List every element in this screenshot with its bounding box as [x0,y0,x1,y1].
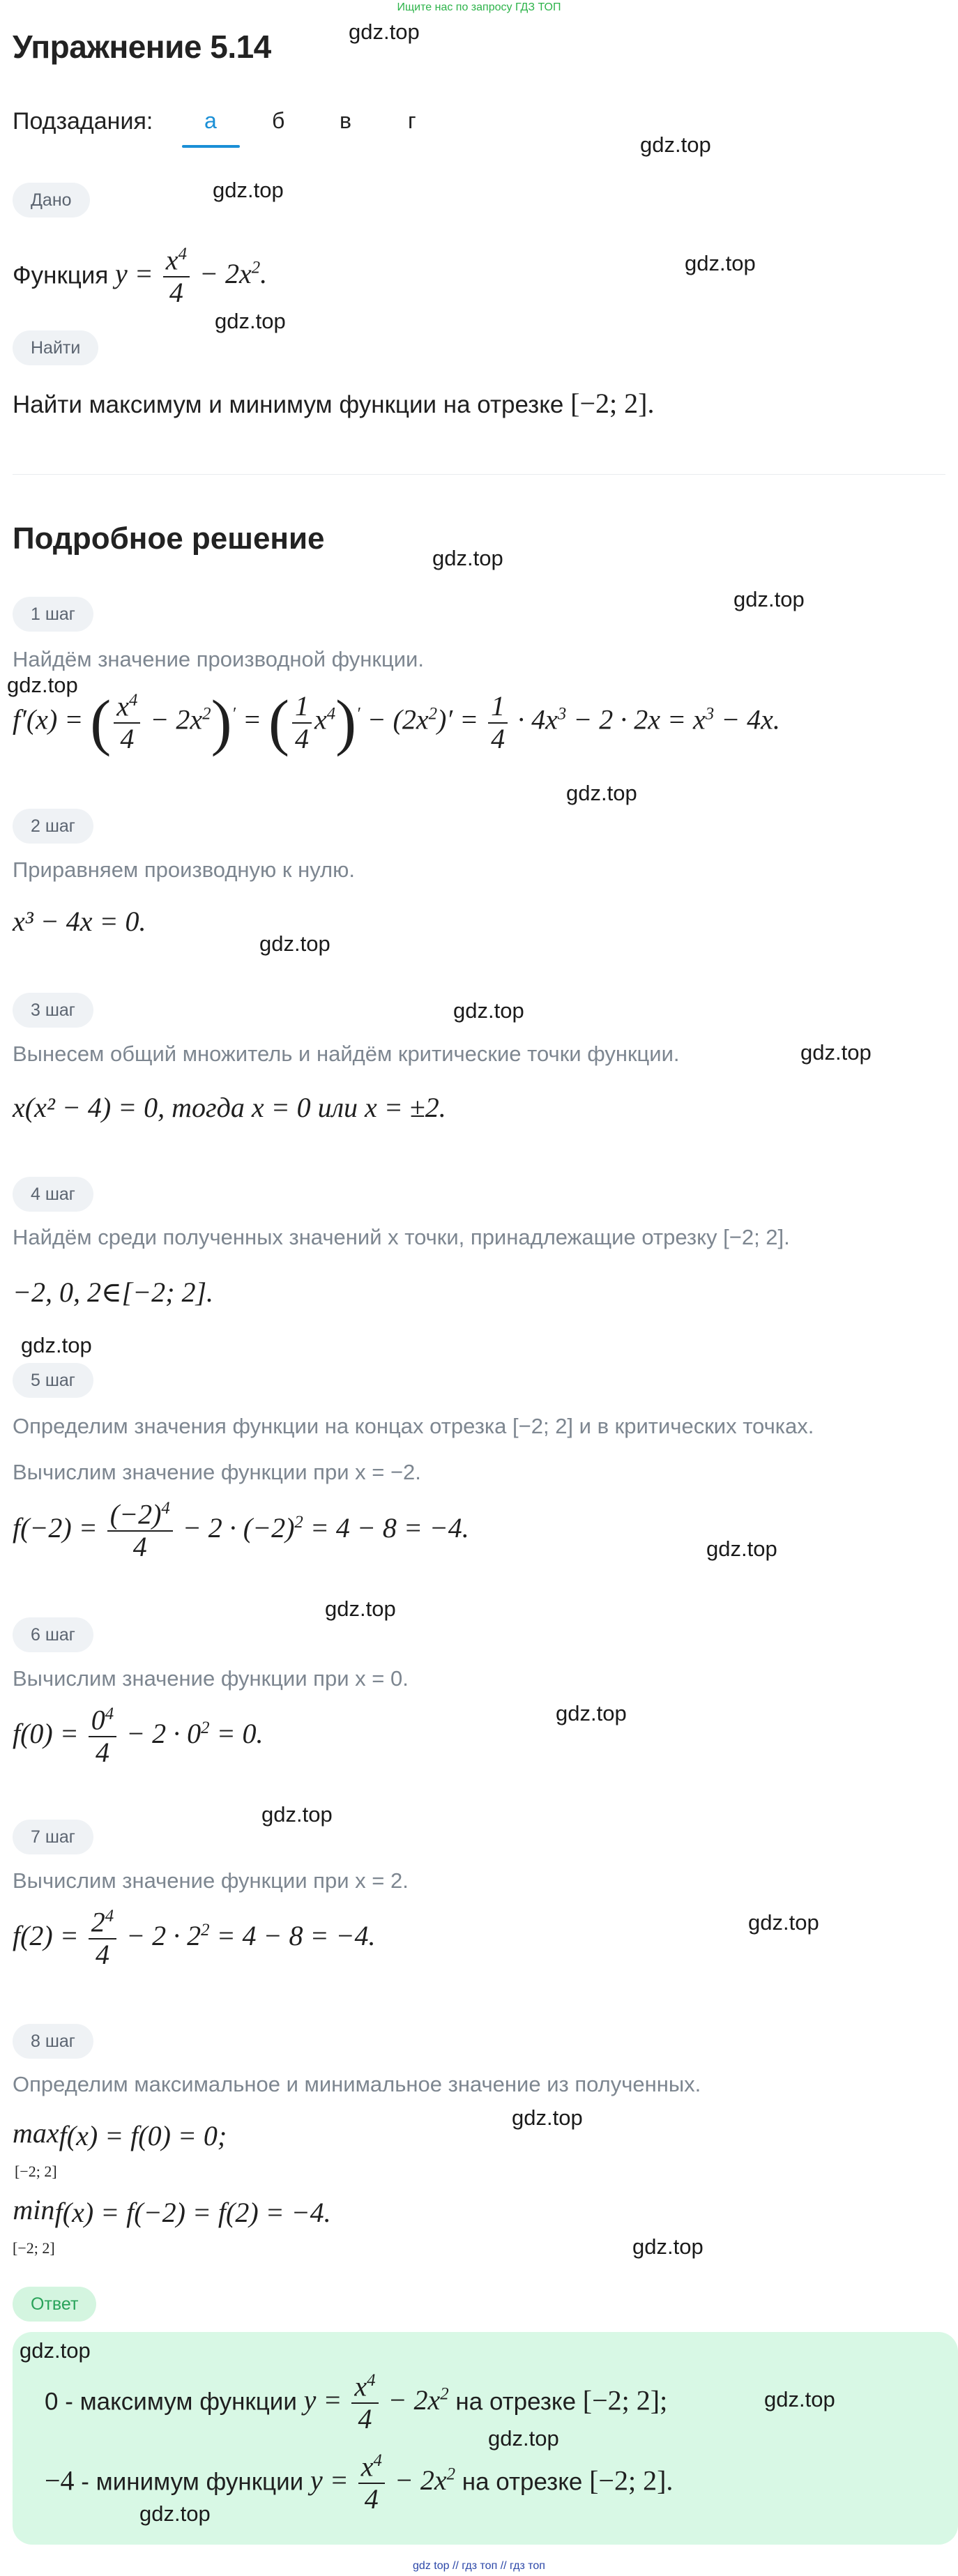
watermark: gdz.top [632,2234,704,2259]
watermark: gdz.top [215,309,286,333]
step-8-min-interval: [−2; 2] [13,2239,55,2257]
watermark: gdz.top [453,998,524,1023]
find-text: Найти максимум и минимум функции на отрезке [13,391,564,418]
step-8-text: Определим максимальное и минимальное значение из полученных. [13,2072,701,2096]
solution-title: Подробное решение [13,521,325,556]
top-link[interactable]: Ищите нас по запросу ГДЗ ТОП [397,1,561,13]
step-1-badge: 1 шаг [13,597,93,632]
step-2-text: Приравняем производную к нулю. [13,858,355,882]
page-title: Упражнение 5.14 [13,29,271,65]
watermark: gdz.top [261,1802,333,1827]
watermark: gdz.top [349,20,420,44]
watermark: gdz.top [640,132,711,157]
subtasks-label: Подзадания: [13,108,153,135]
given-text: Функция [13,261,109,289]
tab-b[interactable]: б [272,108,285,133]
step-4-formula: −2, 0, 2∈[−2; 2]. [13,1276,214,1308]
step-1-text: Найдём значение производной функции. [13,647,424,671]
step-5-text-2: Вычислим значение функции при x = −2. [13,1460,421,1484]
watermark: gdz.top [325,1596,396,1621]
watermark: gdz.top [706,1537,777,1561]
step-4-badge: 4 шаг [13,1177,93,1212]
step-6-text: Вычислим значение функции при x = 0. [13,1666,409,1691]
given-statement [13,223,267,321]
given-function: y = $\frac{x^4}{4}$ − $2x^2$. [115,244,268,309]
tab-a[interactable]: а [204,108,217,133]
watermark: gdz.top [800,1040,872,1065]
tab-v[interactable]: в [340,108,351,133]
step-6-badge: 6 шаг [13,1617,93,1652]
step-2-badge: 2 шаг [13,809,93,844]
watermark: gdz.top [512,2105,583,2130]
step-8-formula-max: max $_{[-2; 2]}$f(x) = f(0) = 0; [13,2117,227,2180]
watermark: gdz.top [556,1701,627,1725]
watermark: gdz.top [213,178,284,202]
active-tab-indicator [182,145,240,148]
tab-g[interactable]: г [408,108,416,133]
find-badge: Найти [13,330,98,365]
watermark: gdz.top [685,251,756,275]
watermark: gdz.top [21,1333,92,1357]
step-8-formula-min: min $_{[-2; 2]}$f(x) = f(−2) = f(2) = −4. [13,2194,331,2257]
watermark: gdz.top [764,2387,835,2411]
step-3-text: Вынесем общий множитель и найдём критические точки функции. [13,1042,680,1066]
step-5-formula: f(−2) = $\frac{(-2)^4}{4}$ − $2 \cdot (-2)^2 = 4 - 8 = -4$. [13,1498,469,1563]
answer-badge: Ответ [13,2287,96,2322]
watermark: gdz.top [432,546,503,570]
find-interval: [−2; 2]. [570,388,655,419]
watermark: gdz.top [566,781,637,805]
step-3-formula: x(x² − 4) = 0, тогда x = 0 или x = ±2. [13,1092,446,1123]
watermark: gdz.top [733,587,805,611]
watermark: gdz.top [259,931,330,956]
step-5-badge: 5 шаг [13,1363,93,1398]
step-8-max-interval: [−2; 2] [14,2163,57,2180]
step-8-badge: 8 шаг [13,2024,93,2059]
step-7-formula: f(2) = $\frac{2^4}{4}$ − $2 \cdot 2^2 = 4 - 8 = -4$. [13,1906,376,1971]
watermark: gdz.top [139,2501,211,2526]
step-7-badge: 7 шаг [13,1820,93,1854]
step-5-text: Определим значения функции на концах отрезка [−2; 2] и в критических точках. [13,1414,814,1438]
answer-line-1: 0 - максимум функции y = $\frac{x^4}{4}$ − $2x^2$ на отрезке [−2; 2]; [45,2370,668,2435]
watermark: gdz.top [7,673,78,697]
watermark: gdz.top [748,1910,819,1935]
step-1-formula: f′(x) = ( $\frac{x^4}{4}$ − $2x^2)'$ = ( $\frac{1}{4}$ $x^4)' - (2x^2)'$ = $\frac{1}{4}$ · $4x^3 - 2 \cdot 2x = x^3 - 4x$. [13,688,780,757]
answer-line-2: −4 - минимум функции y = $\frac{x^4}{4}$ − $2x^2$ на отрезке [−2; 2]. [45,2451,674,2515]
given-badge: Дано [13,183,90,218]
watermark: gdz.top [20,2338,91,2363]
watermark: gdz.top [488,2426,559,2451]
footer-links[interactable]: gdz top // гдз топ // гдз топ [413,2560,545,2572]
divider [13,474,945,475]
step-7-text: Вычислим значение функции при x = 2. [13,1868,409,1893]
find-statement [13,387,654,420]
step-3-badge: 3 шаг [13,993,93,1028]
step-2-formula: x³ − 4x = 0. [13,906,146,937]
step-4-text: Найдём среди полученных значений x точки, принадлежащие отрезку [−2; 2]. [13,1225,790,1249]
step-6-formula: f(0) = $\frac{0^4}{4}$ − $2 \cdot 0^2 = 0$. [13,1704,264,1769]
